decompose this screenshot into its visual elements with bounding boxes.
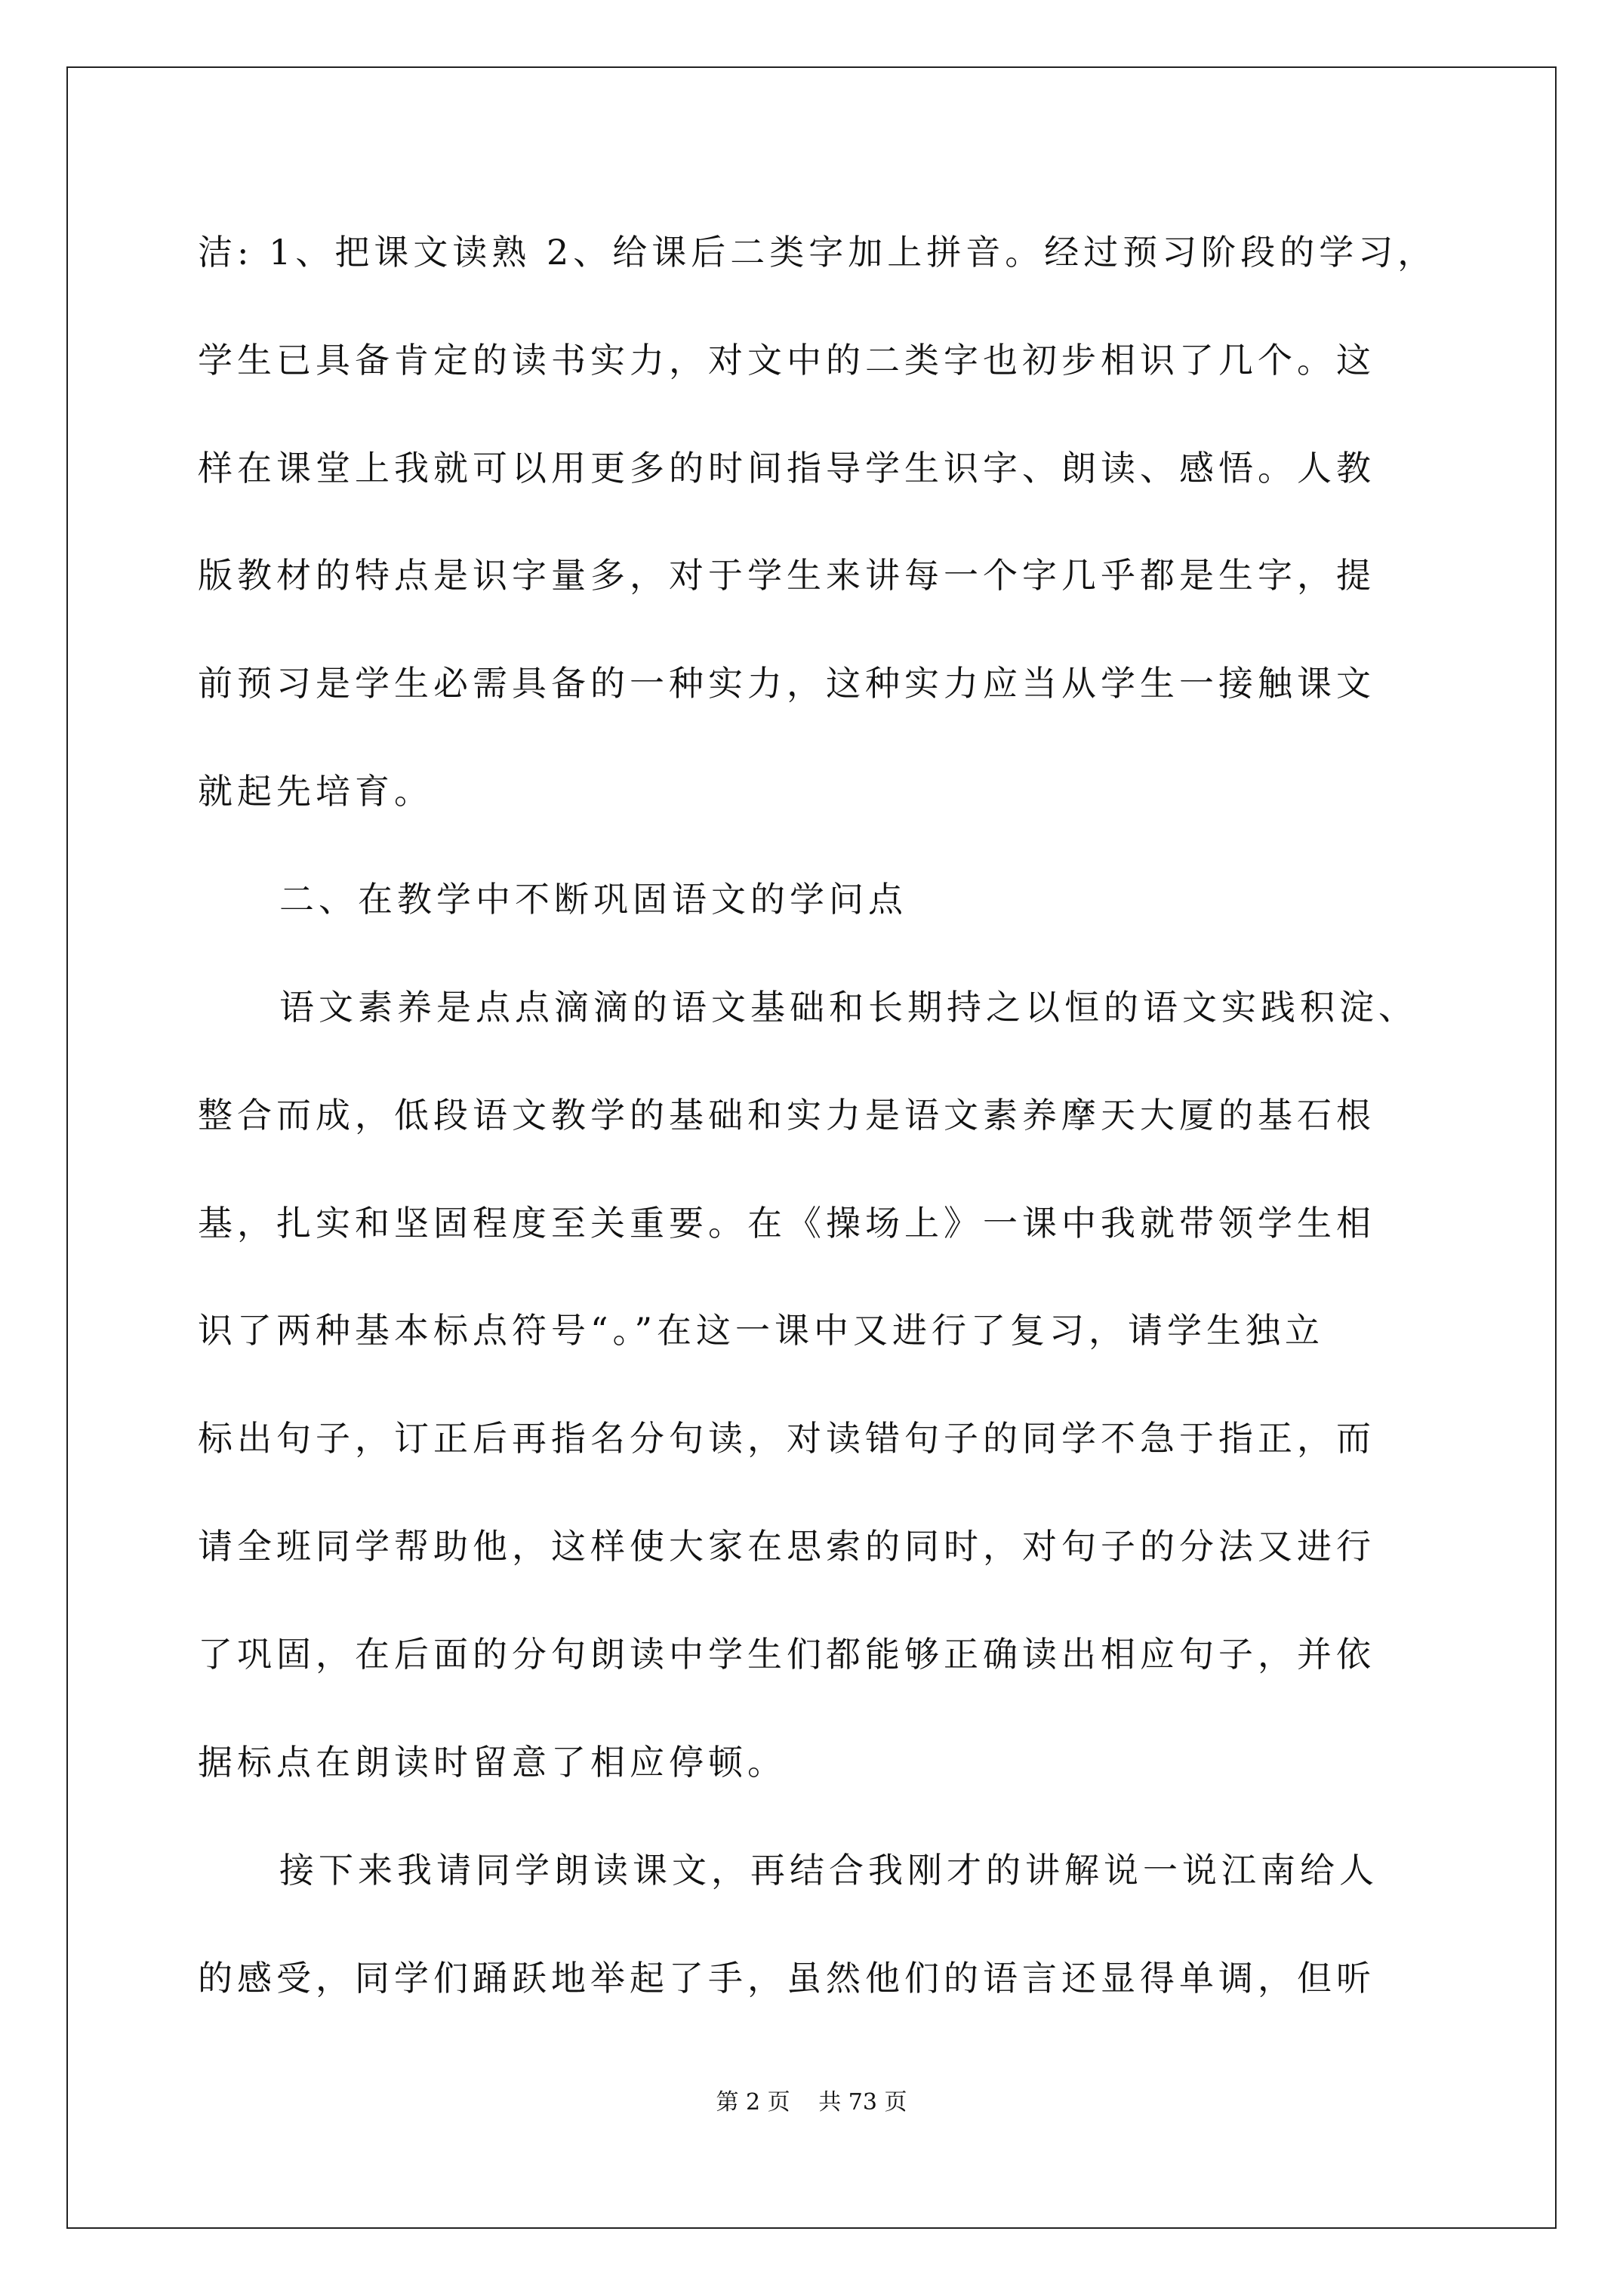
page-border (66, 66, 1557, 2229)
text-line: 了巩固，在后面的分句朗读中学生们都能够正确读出相应句子，并依 (198, 1634, 1375, 1675)
page-number: 第 2 页 (716, 2089, 790, 2116)
text-line: 基，扎实和坚固程度至关重要。在《操场上》一课中我就带领学生相 (198, 1203, 1375, 1244)
text-line: 洁: 1、把课文读熟 2、给课后二类字加上拼音。经过预习阶段的学习， (198, 232, 1437, 273)
text-line: 语文素养是点点滴滴的语文基础和长期持之以恒的语文实践积淀、 (279, 987, 1418, 1028)
page-total: 共 73 页 (818, 2089, 907, 2116)
text-line: 据标点在朗读时留意了相应停顿。 (198, 1742, 787, 1783)
text-line: 就起先培育。 (198, 771, 433, 812)
text-line: 标出句子，订正后再指名分句读，对读错句子的同学不急于指正，而 (198, 1418, 1375, 1459)
text-line: 样在课堂上我就可以用更多的时间指导学生识字、朗读、感悟。人教 (198, 448, 1375, 488)
text-line: 学生已具备肯定的读书实力，对文中的二类字也初步相识了几个。这 (198, 340, 1375, 381)
text-line: 的感受，同学们踊跃地举起了手，虽然他们的语言还显得单调，但听 (198, 1958, 1375, 1999)
text-line: 版教材的特点是识字量多，对于学生来讲每一个字几乎都是生字，提 (198, 555, 1375, 596)
text-line: 请全班同学帮助他，这样使大家在思索的同时，对句子的分法又进行 (198, 1526, 1375, 1567)
text-line: 接下来我请同学朗读课文，再结合我刚才的讲解说一说江南给人 (279, 1850, 1378, 1891)
text-line: 整合而成，低段语文教学的基础和实力是语文素养摩天大厦的基石根 (198, 1095, 1375, 1136)
section-heading: 二、在教学中不断巩固语文的学问点 (279, 879, 907, 920)
text-line: 识了两种基本标点符号“。”在这一课中又进行了复习，请学生独立 (198, 1310, 1325, 1351)
text-line: 前预习是学生必需具备的一种实力，这种实力应当从学生一接触课文 (198, 663, 1375, 704)
page-footer (0, 2088, 1623, 2118)
